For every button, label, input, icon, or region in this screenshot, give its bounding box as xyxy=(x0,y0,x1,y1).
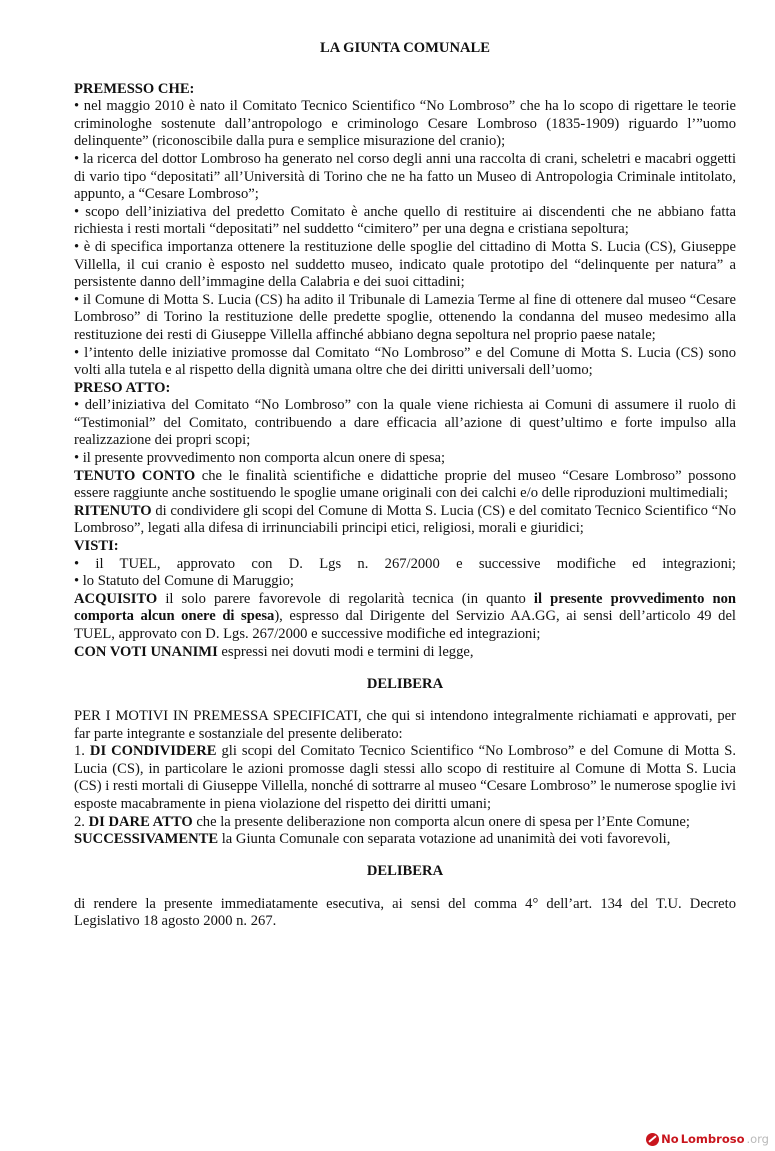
acquisito-bold: il presente provvedimento non comporta alcun onere di spesa xyxy=(74,590,736,625)
watermark-lombroso: Lombroso xyxy=(680,1132,745,1146)
delibera-heading-2: DELIBERA xyxy=(366,863,444,880)
acquisito-text-2: ), espresso dal Dirigente del Servizio AA.GG, ai sensi dell’articolo 49 del TUEL, approvato con D. Lgs. 267/2000 e successive modifiche ed integrazioni; xyxy=(74,608,736,642)
visti-heading xyxy=(74,538,736,556)
punto-2-text: che la presente deliberazione non comporta alcun onere di spesa per l’Ente Comune; xyxy=(192,813,690,830)
ritenuto-text: di condividere gli scopi del Comune di Motta S. Lucia (CS) e del comitato Tecnico Scientifico “No Lombroso”, legati alla difesa di irrinunciabili principi etici, religiosi, morali e giuridici; xyxy=(74,502,736,537)
ritenuto-paragraph xyxy=(74,503,736,538)
premesso-item: • la ricerca del dottor Lombroso ha generato nel corso degli anni una raccolta di crani, scheletri e macabri oggetti di vario tipo “depositati” all’Università di Torino che ne ha fatto un Museo di Antropologia Criminale intitolato, appunto, a “Cesare Lombroso”; xyxy=(74,150,736,203)
punto-1-number: 1. xyxy=(74,743,90,760)
preso-atto-heading xyxy=(74,380,736,398)
ritenuto-lead: RITENUTO xyxy=(74,502,152,519)
nolombroso-watermark xyxy=(646,1132,769,1146)
premesso-item: • l’intento delle iniziative promosse dal Comitato “No Lombroso” e del Comune di Motta S. Lucia (CS) sono volti alla tutela e al rispetto della dignità umana oltre che dei diritti universali dell’uomo; xyxy=(74,344,736,379)
acquisito-paragraph xyxy=(74,591,736,644)
document-page xyxy=(74,40,736,931)
watermark-no: No xyxy=(661,1132,679,1146)
punto-1-text: gli scopi del Comitato Tecnico Scientifico “No Lombroso” e del Comune di Motta S. Lucia (CS), in particolare le azioni promosse dagli stessi allo scopo di restituire al Comune di Motta S. Lucia (CS) i resti mortali di Giuseppe Villella, nonché di sottrarre al museo “Cesare Lombroso” le numerose spoglie ivi esposte macabramente in piena violazione del rispetto dei diritti umani; xyxy=(74,743,737,812)
successivamente-text: la Giunta Comunale con separata votazione ad unanimità dei voti favorevoli, xyxy=(218,831,671,848)
con-voti-lead: CON VOTI UNANIMI xyxy=(74,643,218,660)
prohibition-icon xyxy=(646,1133,659,1146)
successivamente-lead: SUCCESSIVAMENTE xyxy=(74,831,219,848)
punto-2-lead: DI DARE ATTO xyxy=(88,813,193,830)
premesso-item: • è di specifica importanza ottenere la restituzione delle spoglie del cittadino di Motta S. Lucia (CS), Giuseppe Villella, il cui cranio è esposto nel suddetto museo, indicato quale prototipo del “delinquente per natura” a persistente danno dell’immagine della Calabria e dei suoi cittadini; xyxy=(74,238,736,291)
motivi-paragraph: PER I MOTIVI IN PREMESSA SPECIFICATI, che qui si intendono integralmente richiamati e approvati, per far parte integrante e sostanziale del presente deliberato: xyxy=(74,707,736,742)
preso-atto-heading-text: PRESO ATTO: xyxy=(74,379,171,396)
visti-item: • il TUEL, approvato con D. Lgs n. 267/2000 e successive modifiche ed integrazioni; xyxy=(74,555,736,572)
delibera-heading: DELIBERA xyxy=(366,675,444,692)
premesso-heading-text: PREMESSO CHE: xyxy=(74,80,195,97)
premesso-heading xyxy=(74,81,736,99)
con-voti-text: espressi nei dovuti modi e termini di legge, xyxy=(217,643,474,660)
preso-atto-item: • dell’iniziativa del Comitato “No Lombroso” con la quale viene richiesta ai Comuni di assumere il ruolo di “Testimonial” del Comitato, contribuendo a dare efficacia all’azione di quest’ultimo e forte impulso alla realizzazione dei propri scopi; xyxy=(74,397,736,449)
document-title: LA GIUNTA COMUNALE xyxy=(319,40,490,56)
tenuto-conto-paragraph xyxy=(74,468,736,503)
acquisito-lead: ACQUISITO xyxy=(74,590,158,607)
finale-paragraph: di rendere la presente immediatamente esecutiva, ai sensi del comma 4° dell’art. 134 del T.U. Decreto Legislativo 18 agosto 2000 n. 267. xyxy=(74,895,736,930)
punto-1-lead: DI CONDIVIDERE xyxy=(89,743,217,760)
punto-2-paragraph xyxy=(74,814,736,832)
tenuto-conto-text: che le finalità scientifiche e didattiche proprie del museo “Cesare Lombroso” possono essere raggiunte anche sostituendo le spoglie umane originali con dei calchi e/o delle riproduzioni multimediali; xyxy=(74,467,736,502)
visti-heading-text: VISTI: xyxy=(74,538,119,555)
punto-2-number: 2. xyxy=(74,813,89,830)
watermark-org: .org xyxy=(746,1132,769,1146)
acquisito-text-1: il solo parere favorevole di regolarità tecnica (in quanto xyxy=(157,590,534,607)
premesso-item: • il Comune di Motta S. Lucia (CS) ha adito il Tribunale di Lamezia Terme al fine di ottenere dal museo “Cesare Lombroso” di Torino la restituzione delle predette spoglie, ottenendo la condanna del museo medesimo alla restituzione dei resti di Giuseppe Villella affinché abbiano degna sepoltura nel proprio paese natale; xyxy=(74,291,736,343)
punto-1-paragraph xyxy=(74,743,736,813)
successivamente-paragraph xyxy=(74,831,736,849)
premesso-item: • nel maggio 2010 è nato il Comitato Tecnico Scientifico “No Lombroso” che ha lo scopo di rigettare le teorie criminologhe sostenute dall’antropologo e criminologo Cesare Lombroso (1835-1909) riguardo l’”uomo delinquente” (riconoscibile dalla pura e semplice misurazione del cranio); xyxy=(74,98,736,150)
con-voti-paragraph xyxy=(74,644,736,662)
tenuto-conto-lead: TENUTO CONTO xyxy=(74,467,196,484)
preso-atto-item: • il presente provvedimento non comporta alcun onere di spesa; xyxy=(74,450,446,467)
visti-item: • lo Statuto del Comune di Maruggio; xyxy=(74,573,294,590)
premesso-item: • scopo dell’iniziativa del predetto Comitato è anche quello di restituire ai discendenti che ne abbiano fatta richiesta i resti mortali “depositati” nel suddetto “cimitero” per una degna e cristiana sepoltura; xyxy=(74,203,736,238)
